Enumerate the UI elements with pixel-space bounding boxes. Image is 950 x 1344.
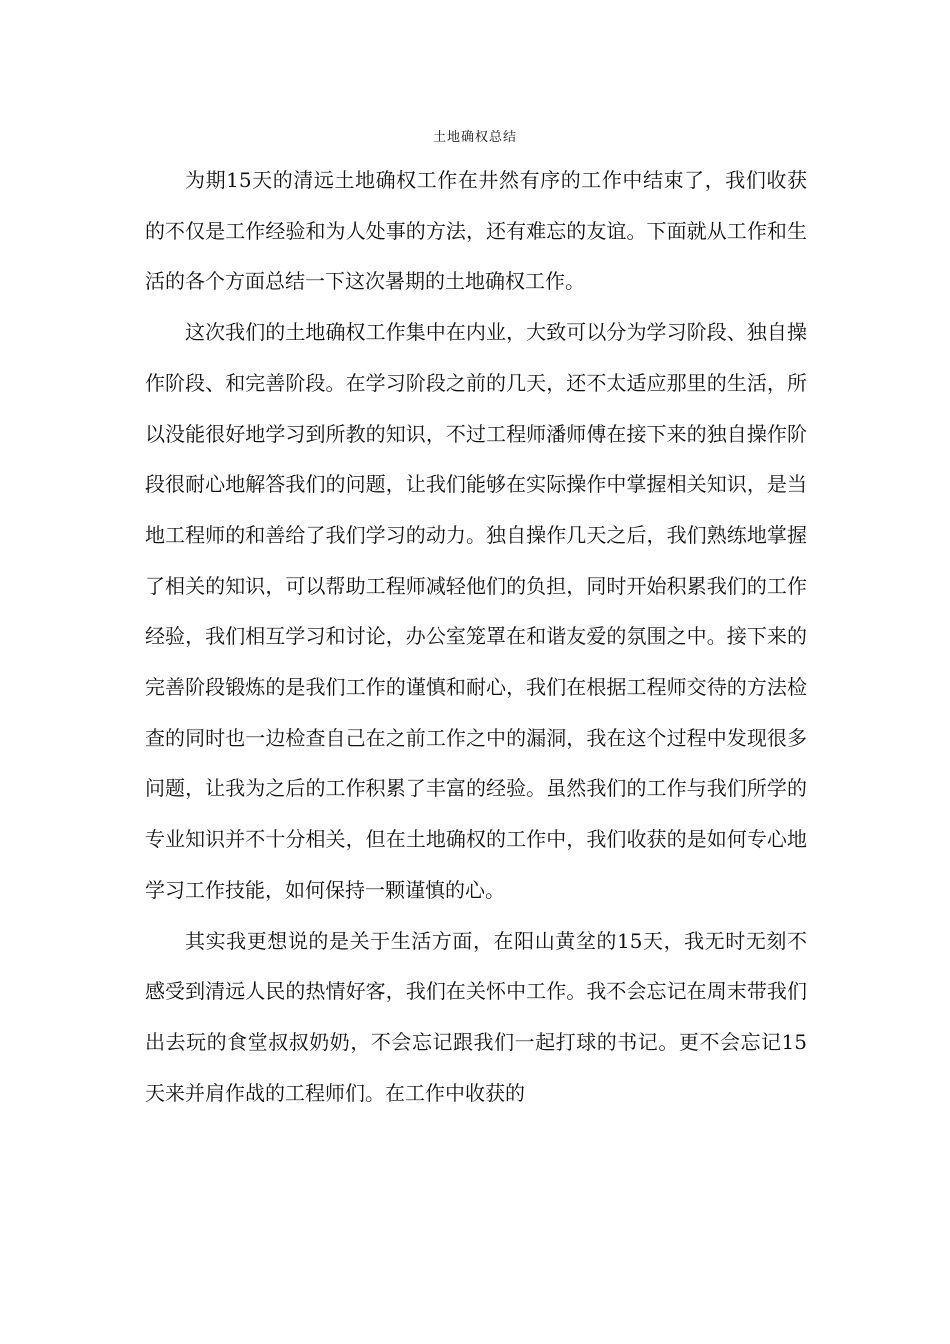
paragraph-life: 其实我更想说的是关于生活方面，在阳山黄坌的15天，我无时无刻不感受到清远人民的热情好客，我们在关怀中工作。我不会忘记在周末带我们出去玩的食堂叔叔奶奶，不会忘记跟我们一起打球的书记。更不会忘记15天来并肩作战的工程师们。在工作中收获的 — [145, 928, 807, 1105]
paragraph-work: 这次我们的土地确权工作集中在内业，大致可以分为学习阶段、独自操作阶段、和完善阶段。在学习阶段之前的几天，还不太适应那里的生活，所以没能很好地学习到所教的知识，不过工程师潘师傅在接下来的独自操作阶段很耐心地解答我们的问题，让我们能够在实际操作中掌握相关知识，是当地工程师的和善给了我们学习的动力。独自操作几天之后，我们熟练地掌握了相关的知识，可以帮助工程师减轻他们的负担，同时开始积累我们的工作经验，我们相互学习和讨论，办公室笼罩在和谐友爱的氛围之中。接下来的完善阶段锻炼的是我们工作的谨慎和耐心，我们在根据工程师交待的方法检查的同时也一边检查自己在之前工作之中的漏洞，我在这个过程中发现很多问题，让我为之后的工作积累了丰富的经验。虽然我们的工作与我们所学的专业知识并不十分相关，但在土地确权的工作中，我们收获的是如何专心地学习工作技能，如何保持一颗谨慎的心。 — [145, 320, 807, 902]
document-body — [145, 155, 807, 1118]
document-title: 土地确权总结 — [432, 130, 517, 145]
paragraph-intro: 为期15天的清远土地确权工作在井然有序的工作中结束了，我们收获的不仅是工作经验和为人处事的方法，还有难忘的友谊。下面就从工作和生活的各个方面总结一下这次暑期的土地确权工作。 — [145, 168, 807, 294]
